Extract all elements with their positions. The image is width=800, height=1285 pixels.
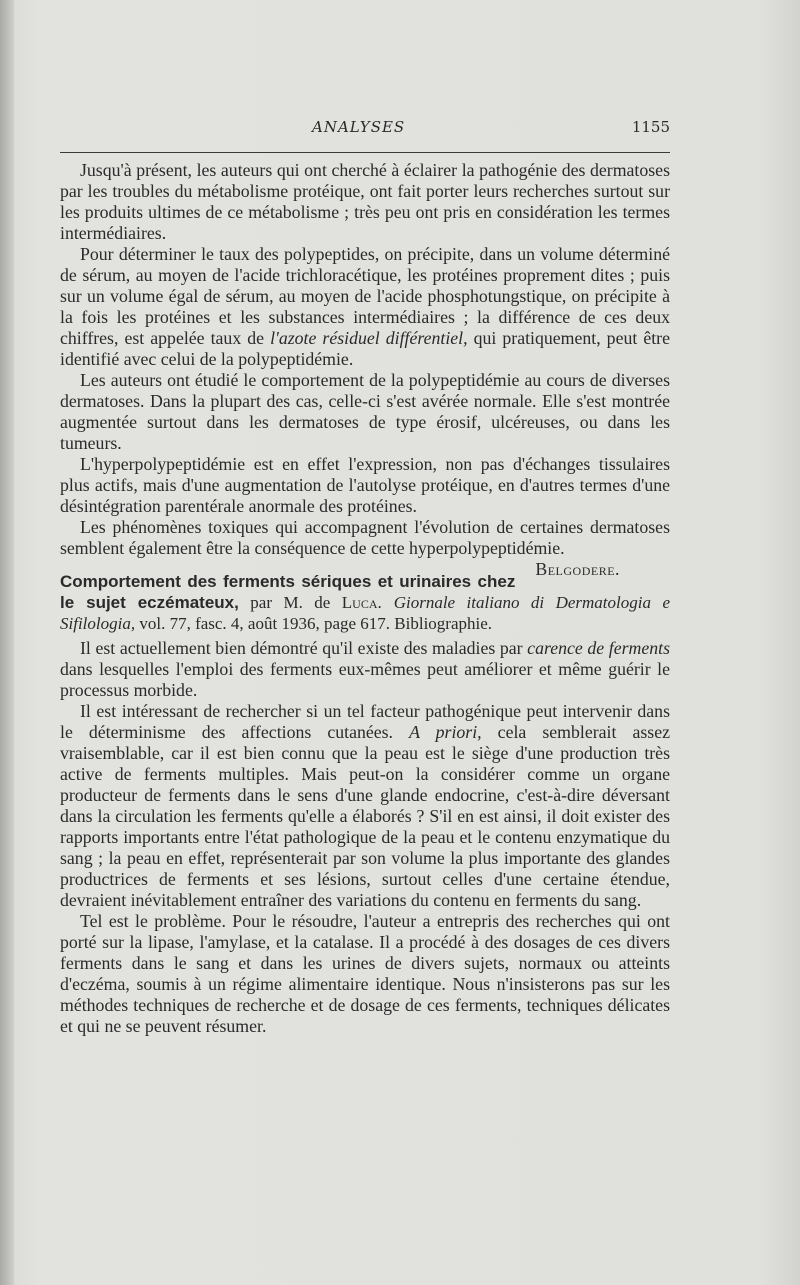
- article1-paragraph-1: Jusqu'à présent, les auteurs qui ont cherché à éclairer la pathogénie des dermatoses par les troubles du métabolisme protéique, ont fait porter leurs recherches surtout sur les produits ultimes de ce métabolisme ; très peu ont pris en considération les termes intermédiaires.: [60, 160, 670, 243]
- article1-paragraph-5: Les phénomènes toxiques qui accompagnent l'évolution de certaines dermatoses semblent également être la conséquence de cette hyperpolypeptidémie. Belgodere.: [60, 517, 670, 579]
- article2-author: Luca.: [341, 593, 382, 612]
- signature: Belgodere.: [535, 559, 620, 579]
- article2-paragraph-1: Il est actuellement bien démontré qu'il existe des maladies par carence de ferments dans lesquelles l'emploi des ferments eux-mêmes peut améliorer et même guérir le processus morbide.: [60, 638, 671, 700]
- article1-paragraph-3: Les auteurs ont étudié le comportement de la polypeptidémie au cours de diverses dermatoses. Dans la plupart des cas, celle-ci s'est avérée normale. Elle s'est montrée augmentée surtout dans les dermatoses de type érosif, ulcéreuses, ou dans les tumeurs.: [60, 370, 670, 453]
- page-number: 1155: [631, 118, 670, 136]
- article2-heading: Comportement des ferments sériques et urinaires chez le sujet eczémateux, par M. de Luca. Giornale italiano di Dermatologia e Sifilologia, vol. 77, fasc. 4, août 1936, page 617. Bibliographie.: [60, 572, 670, 633]
- page-header: [60, 118, 670, 142]
- article1-paragraph-4: L'hyperpolypeptidémie est en effet l'expression, non pas d'échanges tissulaires plus actifs, mais d'une augmentation de l'autolyse protéique, en d'autres termes d'une désintégration parentérale anormale des protéines.: [60, 454, 670, 516]
- running-title: ANALYSES: [312, 118, 406, 136]
- article2-title: Comportement des ferments sériques et urinaires chez le sujet eczémateux,: [60, 572, 516, 612]
- article2-details: vol. 77, fasc. 4, août 1936, page 617. Bibliographie.: [135, 614, 493, 633]
- page-binding-edge: [0, 0, 14, 1285]
- article2-paragraph-2: Il est intéressant de rechercher si un tel facteur pathogénique peut intervenir dans le déterminisme des affections cutanées. A priori, cela semblerait assez vraisemblable, car il est bien connu que la peau est le siège d'une production très active de ferments multiples. Mais peut-on la considérer comme un organe producteur de ferments dans le sens d'une glande endocrine, c'est-à-dire déversant dans la circulation les ferments qu'elle a élaborés ? S'il en est ainsi, il doit exister des rapports importants entre l'état pathologique de la peau et le contenu enzymatique du sang ; la peau en effet, représenterait par son volume la plus importante des glandes productrices de ferments et ses lésions, surtout celles d'une certaine étendue, devraient inévitablement entraîner des variations du contenu en ferments du sang.: [60, 701, 671, 910]
- article2-journal: Giornale italiano di Dermatologia e Sifilologia,: [60, 593, 670, 633]
- article2-paragraph-3: Tel est le problème. Pour le résoudre, l'auteur a entrepris des recherches qui ont porté sur la lipase, l'amylase, et la catalase. Il a procédé à des dosages de ces divers ferments dans le sang et dans les urines de divers sujets, normaux ou atteints d'eczéma, soumis à un régime alimentaire identique. Nous n'insisterons pas sur les méthodes techniques de recherche et de dosage de ces ferments, techniques délicates et qui ne se peuvent résumer.: [60, 911, 670, 1036]
- term-azote-residuel: l'azote résiduel différentiel,: [270, 328, 468, 348]
- body-text: [60, 160, 670, 1037]
- article1-paragraph-2: Pour déterminer le taux des polypeptides, on précipite, dans un volume déterminé de sérum, au moyen de l'acide trichloracétique, les protéines proprement dites ; puis sur un volume égal de sérum, au moyen de l'acide phosphotungstique, on précipite à la fois les protéines et les substances intermédiaires ; la différence de ces deux chiffres, est appelée taux de l'azote résiduel différentiel, qui pratiquement, peut être identifié avec celui de la polypeptidémie.: [60, 244, 670, 369]
- header-rule: [60, 152, 670, 153]
